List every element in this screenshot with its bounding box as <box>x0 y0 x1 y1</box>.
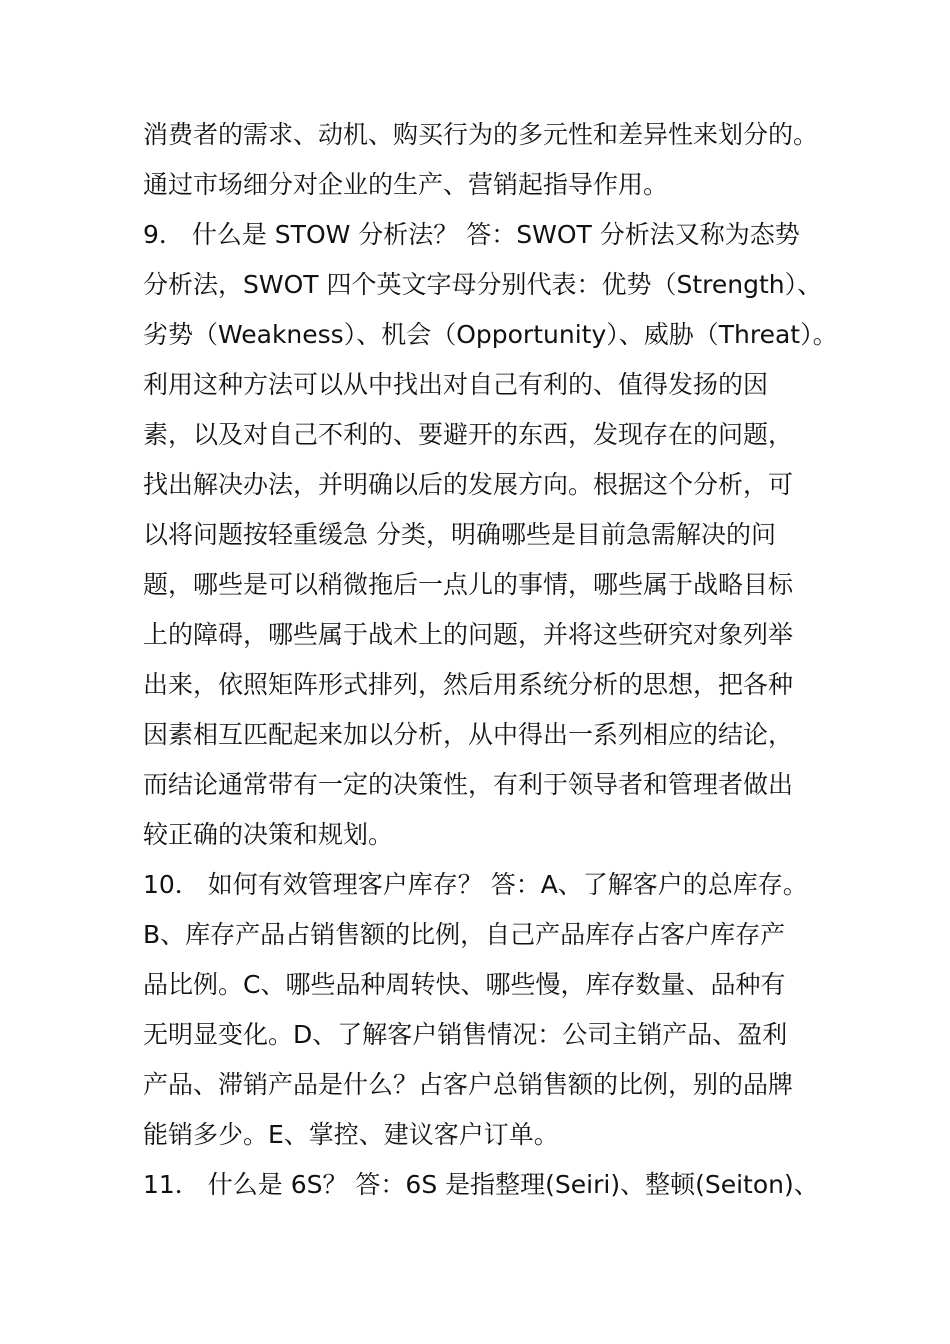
text-line-4: 分析法，SWOT 四个英文字母分别代表：优势（Strength）、 <box>143 270 823 299</box>
question-9-line: 9． 什么是 STOW 分析法？ 答：SWOT 分析法又称为态势 <box>143 220 800 249</box>
question-11-line: 11． 什么是 6S？ 答：6S 是指整理(Seiri)、整顿(Seiton)、 <box>143 1170 819 1199</box>
text-line-9: 以将问题按轻重缓急 分类，明确哪些是目前急需解决的问 <box>143 520 776 549</box>
text-line-15: 较正确的决策和规划。 <box>143 820 394 849</box>
text-line-10: 题，哪些是可以稍微拖后一点儿的事情，哪些属于战略目标 <box>143 570 794 599</box>
text-line-19: 无明显变化。D、了解客户销售情况：公司主销产品、盈利 <box>143 1020 788 1049</box>
text-line-20: 产品、滞销产品是什么？占客户总销售额的比例，别的品牌 <box>143 1070 794 1099</box>
text-line-2: 通过市场细分对企业的生产、营销起指导作用。 <box>143 170 669 199</box>
text-line-17: B、库存产品占销售额的比例，自己产品库存占客户库存产 <box>143 920 786 949</box>
text-line-1: 消费者的需求、动机、购买行为的多元性和差异性来划分的。 <box>143 120 819 149</box>
text-line-12: 出来，依照矩阵形式排列，然后用系统分析的思想，把各种 <box>143 670 794 699</box>
text-line-6: 利用这种方法可以从中找出对自己有利的、值得发扬的因 <box>143 370 769 399</box>
text-line-18: 品比例。C、哪些品种周转快、哪些慢，库存数量、品种有 <box>143 970 786 999</box>
document-body <box>143 110 843 1210</box>
text-line-14: 而结论通常带有一定的决策性，有利于领导者和管理者做出 <box>143 770 794 799</box>
text-line-5: 劣势（Weakness）、机会（Opportunity）、威胁（Threat）。 <box>143 320 838 349</box>
text-line-13: 因素相互匹配起来加以分析，从中得出一系列相应的结论， <box>143 720 794 749</box>
text-line-21: 能销多少。E、掌控、建议客户订单。 <box>143 1120 559 1149</box>
text-line-7: 素，以及对自己不利的、要避开的东西，发现存在的问题， <box>143 420 794 449</box>
text-line-11: 上的障碍，哪些属于战术上的问题，并将这些研究对象列举 <box>143 620 794 649</box>
text-line-8: 找出解决办法，并明确以后的发展方向。根据这个分析，可 <box>143 470 794 499</box>
question-10-line: 10． 如何有效管理客户库存？ 答：A、了解客户的总库存。 <box>143 870 808 899</box>
